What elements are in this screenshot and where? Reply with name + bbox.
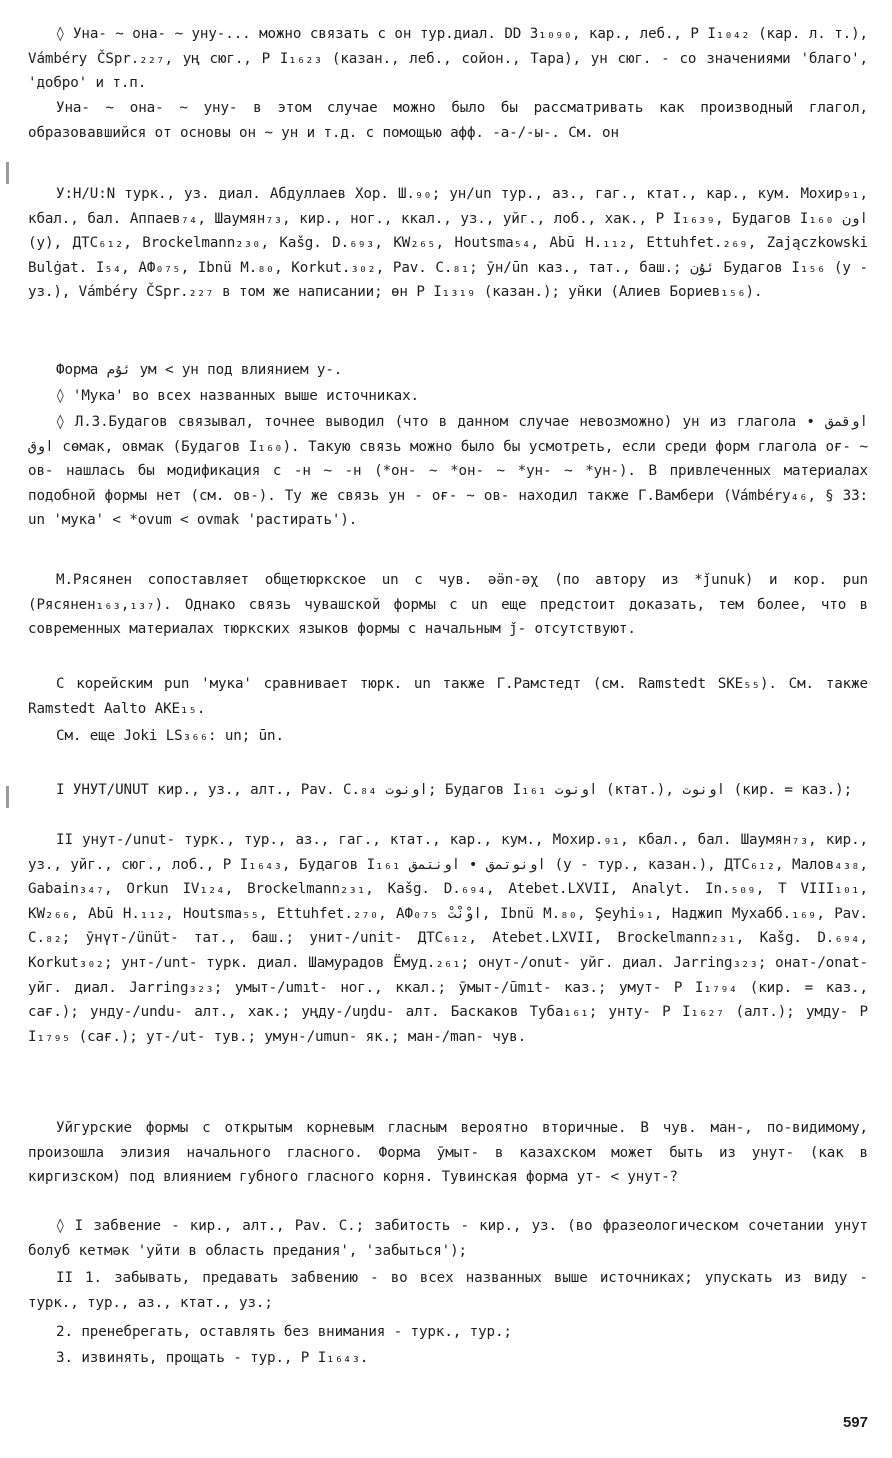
paragraph-una-derivation xyxy=(28,96,868,145)
paragraph-um-form xyxy=(28,358,868,383)
paragraph-text: 2. пренебрегать, оставлять без внимания - турк., тур.; xyxy=(56,1324,512,1340)
paragraph-ramstedt xyxy=(28,672,868,721)
paragraph-uyghur-forms xyxy=(28,1116,868,1190)
paragraph-text: ◊ I забвение - кир., алт., Pav. C.; забитость - кир., уз. (во фразеологическом сочетании унут болуб кетмәк 'уйти в область предания', 'забыться'); xyxy=(28,1218,868,1259)
entry-un-head xyxy=(28,182,868,305)
paragraph-joki xyxy=(28,724,868,749)
paragraph-un-meaning xyxy=(28,384,868,409)
paragraph-text: Форма ئۇم ум < ун под влиянием у-. xyxy=(56,362,343,378)
paragraph-text: II унут-/unut- турк., тур., аз., гаг., ктат., кар., кум., Мохир.₉₁, кбал., бал. Шаумян₇₃, кир., уз., уйг., сюг., лоб., Р I₁₆₄₃, Будагов I₁₆₁ اونوتمق • اونتمق (у - тур., казан.), ДТС₆₁₂, Малов₄₃₈, Gabain₃₄₇, Orkun IV₁₂₄, Brockelmann₂₃₁, Kašg. D.₆₉₄, Atebet.LXVII, Analyt. In.₅₀₉, Т VIII₁₀₁, KW₂₆₆, Abū H.₁₁₂, Houtsma₅₅, Ettuhfet.₂₇₀, АФ₀₇₅ اوْنْتْ, Ibnü M.₈₀, Şeyhi₉₁, Наджип Мухабб.₁₆₉, Pav. C.₈₂; ӯнүт-/ünüt- тат., баш.; унит-/unit- ДТС₆₁₂, Atebet.LXVII, Brockelmann₂₃₁, Kašg. D.₆₉₄, Korkut₃₀₂; унт-/unt- турк. диал. Шамурадов Ёмуд.₂₆₁; онут-/onut- уйг. диал. Jarring₃₂₃; онат-/onat- уйг. диал. Jarring₃₂₃; умыт-/umıt- ног., ккал.; ӯмыт-/ūmıt- каз.; умут- Р I₁₇₉₄ (кир. = каз., сағ.); унду-/undu- алт., хак.; уңду-/uŋdu- алт. Баскаков Туба₁₆₁; унту- Р I₁₆₂₇ (алт.); умду- Р I₁₇₉₅ (сағ.); ут-/ut- тув.; умун-/umun- як.; ман-/man- чув. xyxy=(28,832,869,1045)
paragraph-text: 3. извинять, прощать - тур., Р I₁₆₄₃. xyxy=(56,1350,369,1366)
paragraph-text: ◊ 'Мука' во всех названных выше источниках. xyxy=(56,388,419,404)
entry-unut-noun xyxy=(28,778,868,803)
paragraph-text: Уйгурские формы с открытым корневым гласным вероятно вторичные. В чув. ман-, по-видимому, произошла элизия начального гласного. Форма ӯмыт- в казахском может быть из унут- (как в киргизском) под влиянием губного гласного корня. Тувинская форма ут- < унут-? xyxy=(28,1120,868,1186)
paragraph-text: См. еще Joki LS₃₆₆: un; ūn. xyxy=(56,728,284,744)
paragraph-text: I УНУТ/UNUT кир., уз., алт., Pav. C.₈₄ اونوت; Будагов I₁₆₁ اونوت (ктат.), اونوت (кир. = каз.); xyxy=(56,782,853,798)
paragraph-meaning-2 xyxy=(28,1266,868,1315)
paragraph-meaning-1 xyxy=(28,1214,868,1263)
paragraph-text: У:Н/U:N турк., уз. диал. Абдуллаев Хор. Ш.₉₀; ун/un тур., аз., гаг., ктат., кар., кум. Мохир₉₁, кбал., бал. Аппаев₇₄, Шаумян₇₃, кир., ног., ккал., уз., уйг., лоб., хак., Р I₁₆₃₉, Будагов I₁₆₀ اون (у), ДТС₆₁₂, Brockelmann₂₃₀, Kašg. D.₆₉₃, KW₂₆₅, Houtsma₅₄, Abū H.₁₁₂, Ettuhfet.₂₆₉, Zajączkowski Bulġat. I₅₄, АФ₀₇₅, Ibnü M.₈₀, Korkut.₃₀₂, Pav. C.₈₁; ӯн/ūn каз., тат., баш.; ئۇن Будагов I₁₅₆ (у - уз.), Vámbéry ČSpr.₂₂₇ в том же написании; өн Р I₁₃₁₉ (казан.); ун̆ки (Алиев Бориев₁₅₆). xyxy=(28,186,868,301)
paragraph-budagov-etymology xyxy=(28,410,868,533)
scan-margin-mark xyxy=(6,162,9,184)
paragraph-meaning-3 xyxy=(28,1320,868,1345)
paragraph-una-relation xyxy=(28,22,868,96)
paragraph-text: ◊ Л.З.Будагов связывал, точнее выводил (что в данном случае невозможно) ун из глагола اوقمق • اوق сөмак, овмак (Будагов I₁₆₀). Такую связь можно было бы усмотреть, если среди форм глагола оғ- ~ ов- нашлась бы модификация с -н ~ -н (*он- ~ *он- ~ *ун- ~ *ун-). В привлеченных материалах подобной формы нет (см. ов-). Ту же связь ун - оғ- ~ ов- находил также Г.Вамбери (Vámbéry₄₆, § 33: un 'мука' < *ovum < ovmak 'растирать'). xyxy=(28,414,868,529)
paragraph-text: II 1. забывать, предавать забвению - во всех названных выше источниках; упускать из виду - турк., тур., аз., ктат., уз.; xyxy=(28,1270,868,1311)
paragraph-rasanen xyxy=(28,568,868,642)
page-number: 597 xyxy=(842,1414,868,1431)
entry-unut-verb xyxy=(28,828,868,1049)
paragraph-text: Уна- ~ она- ~ уну- в этом случае можно было бы рассматривать как производный глагол, образовавшийся от основы он ~ ун и т.д. с помощью афф. -а-/-ы-. См. он xyxy=(28,100,868,141)
paragraph-text: ◊ Уна- ~ она- ~ уну-... можно связать с он тур.диал. DD 3₁₀₉₀, кар., леб., Р I₁₀₄₂ (кар. л. т.), Vámbéry ČSpr.₂₂₇, уң сюг., Р I₁₆₂₃ (казан., леб., сойон., Тара), ун сюг. - со значениями 'благо', 'добро' и т.п. xyxy=(28,26,868,92)
scan-margin-mark xyxy=(6,786,9,808)
paragraph-text: С корейским pun 'мука' сравнивает тюрк. un также Г.Рамстедт (см. Ramstedt SKE₅₅). См. также Ramstedt Aalto AKE₁₅. xyxy=(28,676,868,717)
paragraph-text: М.Рясянен сопоставляет общетюркское un с чув. ǝ̈ǝn-ǝχ (по автору из *ǰunuk) и кор. pun (Рясянен₁₆₃,₁₃₇). Однако связь чувашской формы с un еще предстоит доказать, тем более, что в современных материалах тюркских языков формы с начальным ǰ- отсутствуют. xyxy=(28,572,868,638)
paragraph-meaning-4 xyxy=(28,1346,868,1371)
